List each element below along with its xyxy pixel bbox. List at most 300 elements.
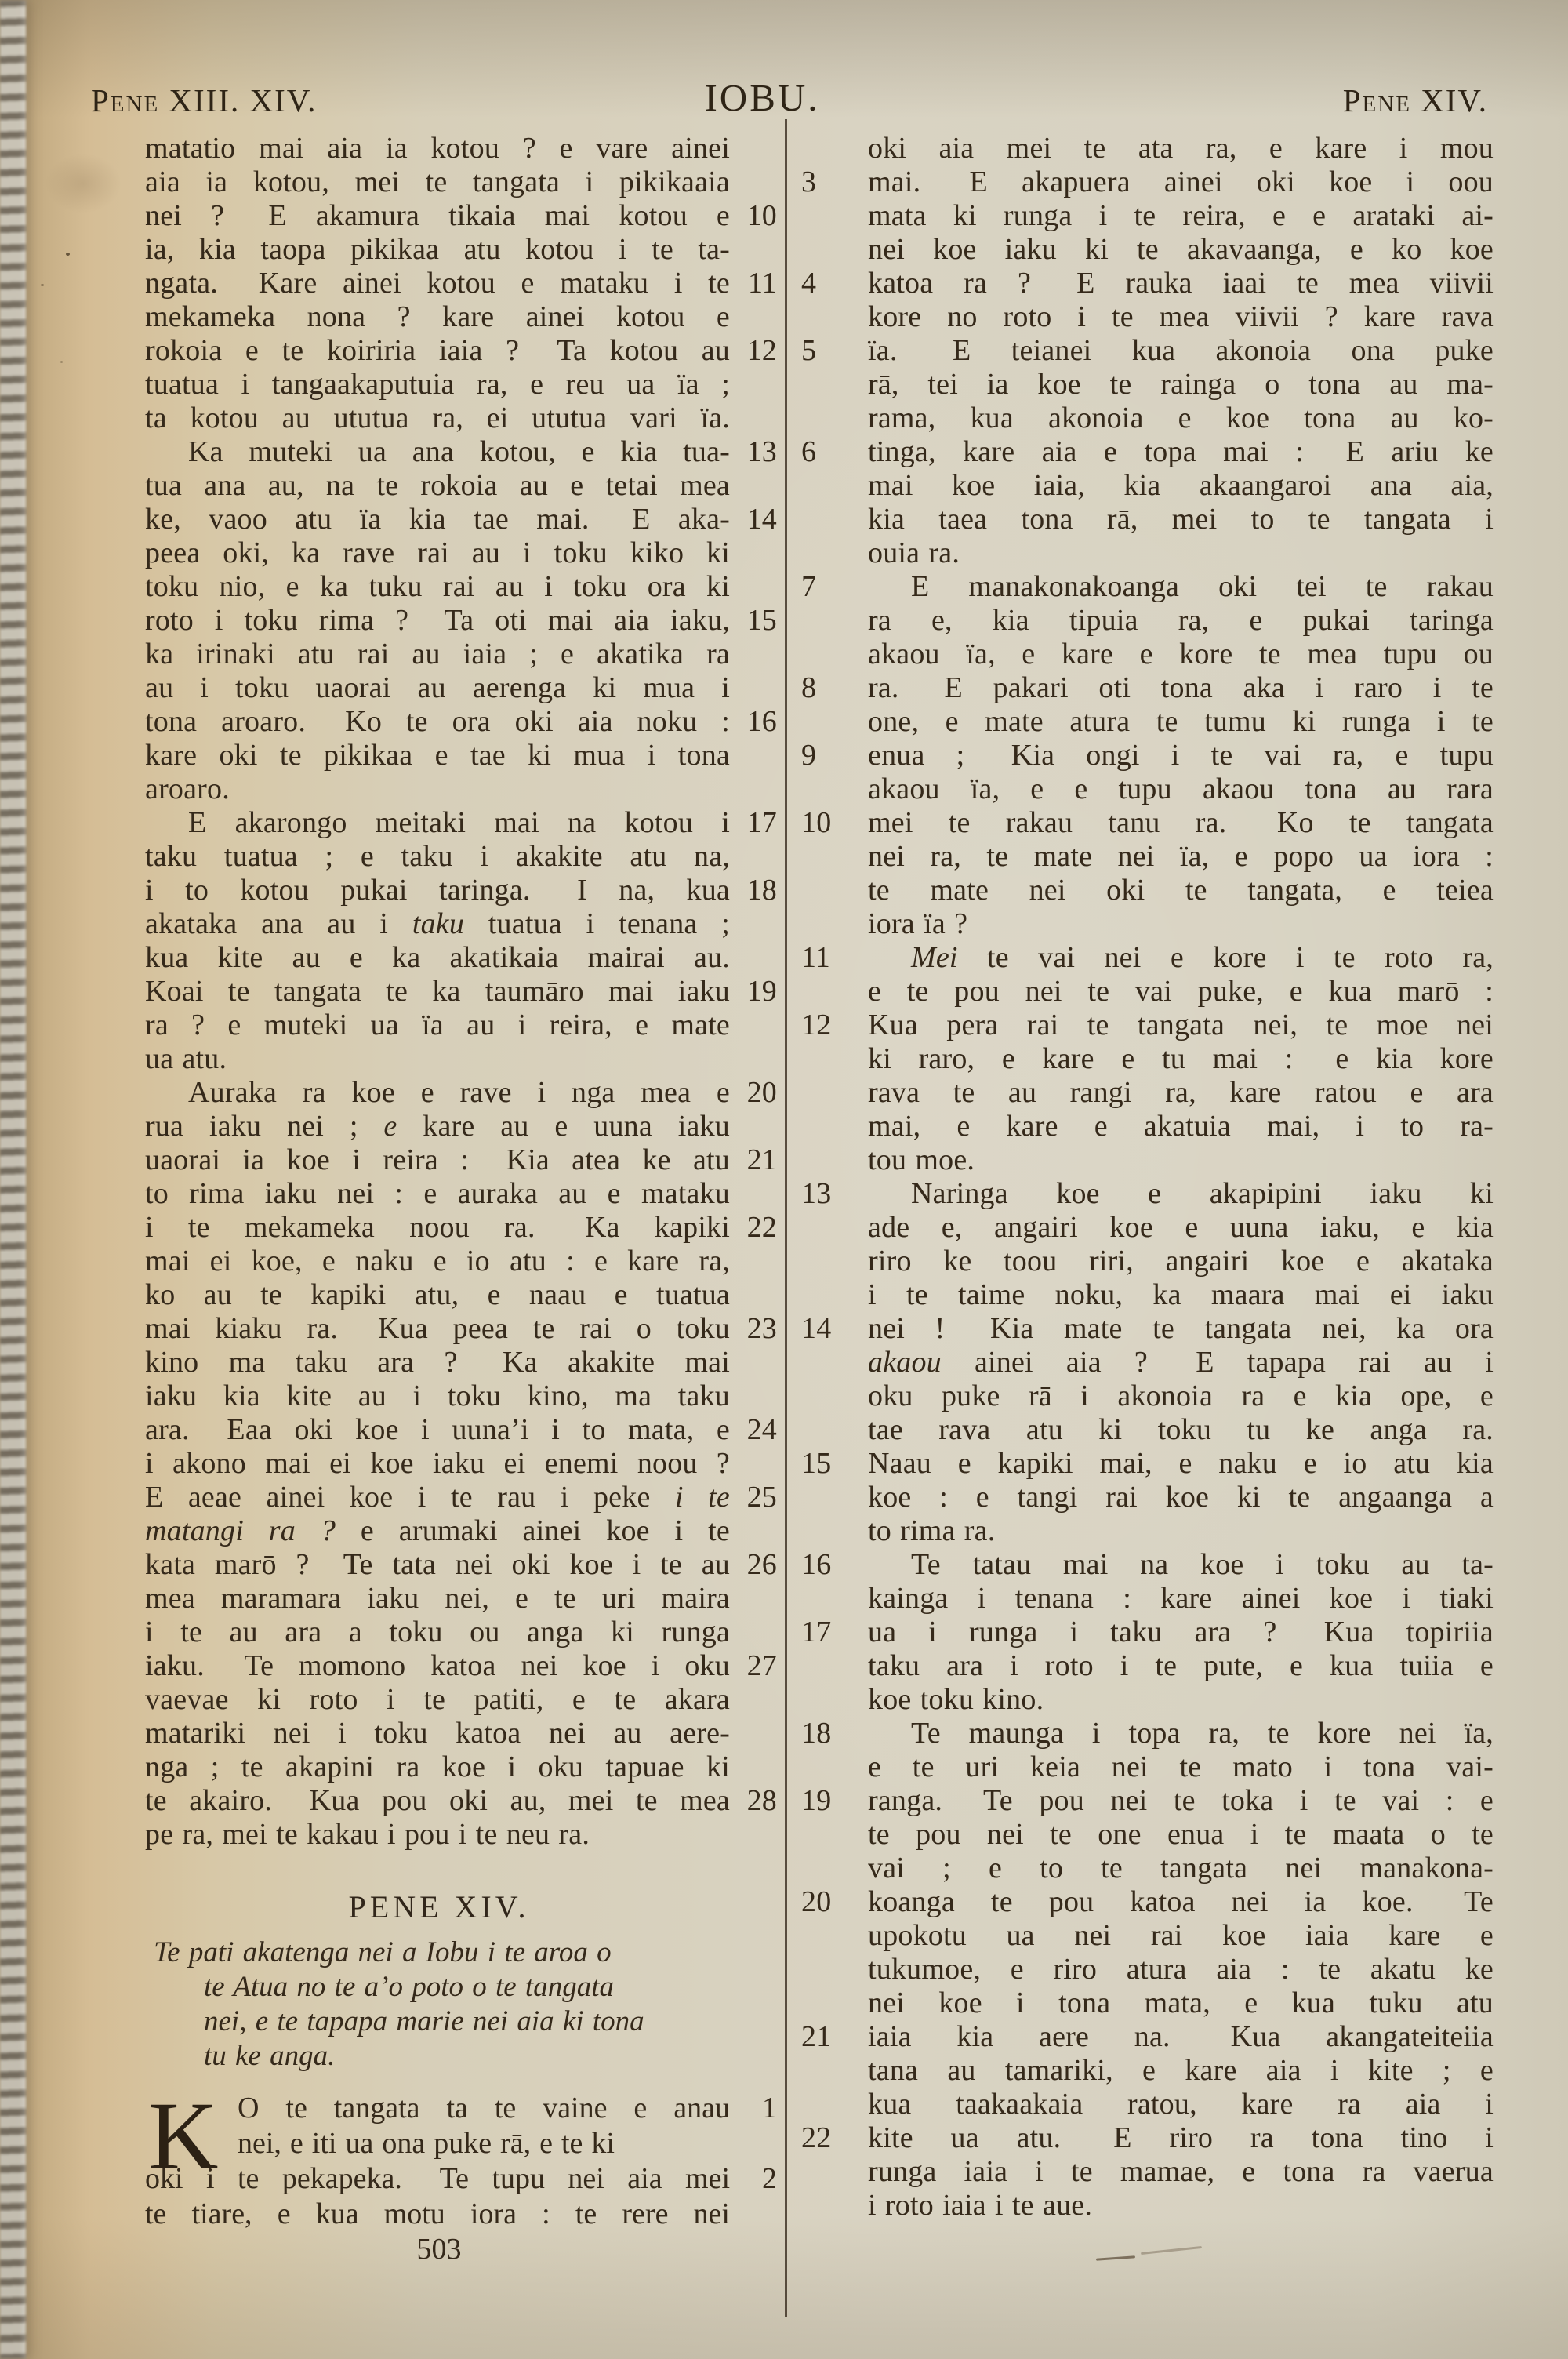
text-line [145,874,780,907]
verse-number: 2 [762,2162,777,2195]
verse-number [730,132,780,165]
text-line [145,199,780,233]
verse-text: i roto iaia i te aue. [868,2189,1093,2222]
text-line [145,907,780,941]
text-line [800,1548,1494,1582]
text-line [145,165,780,199]
verse-text: kare oki te pikikaa e tae ki mua i tona [145,739,730,772]
verse-text: mea maramara iaku nei, e te uri maira [145,1582,730,1615]
verse-text: e te uri keia nei te mato i tona vai- [868,1750,1494,1783]
verse-text: koe toku kino. [868,1683,1044,1716]
verse-text: aia ia kotou, mei te tangata i pikikaaia [145,165,730,198]
verse-number [800,604,868,638]
verse-number [730,536,780,570]
right-column [800,132,1494,2223]
verse-text: rā, tei ia koe te rainga o tona au ma- [868,368,1494,401]
verse-text: ka irinaki atu rai au iaia ; e akatika ra [145,638,730,671]
verse-number [730,941,780,975]
text-line [145,1683,780,1717]
text-line [800,1346,1494,1379]
verse-text: ta kotou au ututua ra, ei ututua vari ïa. [145,402,730,434]
text-line [800,1211,1494,1245]
text-line [145,300,780,334]
verse-number [800,2088,868,2121]
verse-text: vai ; e to te tangata nei manakona- [868,1852,1494,1885]
verse-number [800,1683,868,1717]
verse-number: 13 [801,1177,832,1210]
verse-number [800,199,868,233]
verse-text: Naau e kapiki mai, e naku e io atu kia [868,1447,1494,1480]
verse-number: 17 [746,806,777,839]
verse-number: 19 [746,975,777,1008]
verse-text: ngata. Kare ainei kotou e mataku i te [145,267,730,300]
verse-number [730,1447,780,1481]
text-line [800,1683,1494,1717]
verse-text: Auraka ra koe e rave i nga mea e [188,1076,730,1109]
ink-speck [66,253,70,256]
verse-number [800,1481,868,1514]
verse-number: 16 [801,1548,832,1581]
verse-text: katoa ra ? E rauka iaai te mea viivii [868,267,1494,300]
verse-text: tana au tamariki, e kare aia i kite ; e [868,2054,1494,2087]
verse-number [800,1919,868,1953]
verse-text: one, e mate atura te tumu ki runga i te [868,705,1494,738]
verse-number [800,1076,868,1110]
text-line [145,705,780,739]
verse-text: akaou ïa, e kare e kore te mea tupu ou [868,638,1494,671]
verse-number [730,1582,780,1616]
verse-text: peea oki, ka rave rai au i toku kiko ki [145,536,730,569]
text-line [800,165,1494,199]
text-line [145,1143,780,1177]
verse-text: taku ara i roto i te pute, e kua tuiia e [868,1649,1494,1682]
drop-cap-letter: K [148,2082,219,2190]
verse-number [730,300,780,334]
verse-number [800,503,868,536]
paper-smudge [45,154,121,213]
verse-number [730,772,780,806]
verse-number: 3 [801,165,817,198]
text-line [145,536,780,570]
text-line [800,604,1494,638]
text-line [145,1245,780,1278]
verse-number [800,1042,868,1076]
text-line [800,772,1494,806]
verse-number: 15 [746,604,777,637]
verse-text: kite ua atu. E riro ra tona tino i [868,2121,1494,2154]
text-line [145,368,780,402]
text-line [800,1413,1494,1447]
verse-text: ia, kia taopa pikikaa atu kotou i te ta- [145,233,730,266]
running-head-left: Pene XIII. XIV. [91,82,318,118]
verse-text: matariki nei i toku katoa nei au aere- [145,1717,730,1750]
text-line [800,1312,1494,1346]
text-line [800,671,1494,705]
verse-number [730,1042,780,1076]
verse-text: i akono mai ei koe iaku ei enemi noou ? [145,1447,730,1480]
verse-number [800,300,868,334]
verse-number [800,1582,868,1616]
verse-text: rua iaku nei ; e kare au e uuna iaku [145,1110,730,1143]
text-line [800,267,1494,300]
verse-text: iora ïa ? [868,907,968,940]
text-line [800,705,1494,739]
verse-text: koe : e tangi rai koe ki te angaanga a [868,1481,1494,1514]
verse-number [730,1346,780,1379]
text-line [800,1582,1494,1616]
text-line [800,975,1494,1009]
verse-number: 19 [801,1784,832,1817]
text-line [145,267,780,300]
text-line [800,1042,1494,1076]
verse-text: ua atu. [145,1042,227,1075]
text-line [800,570,1494,604]
ink-speck [41,284,44,286]
verse-text: matangi ra ? e arumaki ainei koe i te [145,1514,730,1547]
text-line [800,1245,1494,1278]
text-line [145,334,780,368]
text-line [145,2126,780,2161]
verse-number [800,1750,868,1784]
text-line [800,132,1494,165]
verse-text: kainga i tenana : kare ainei koe i tiaki [868,1582,1494,1615]
verse-text: nei ? E akamura tikaia mai kotou e [145,199,730,232]
verse-number [730,1379,780,1413]
verse-text: i te taime noku, ka maara mai ei iaku [868,1278,1494,1311]
verse-number: 10 [801,806,832,839]
verse-text: runga iaia i te mamae, e tona ra vaerua [868,2155,1494,2188]
verse-text: mai. E akapuera ainei oki koe i oou [868,165,1494,198]
verse-number [730,638,780,671]
text-line [800,1750,1494,1784]
verse-text: E aeae ainei koe i te rau i peke i te [145,1481,730,1514]
verse-number [730,1616,780,1649]
text-line [800,435,1494,469]
verse-number: 6 [801,435,817,468]
text-line [800,739,1494,772]
verse-text: ki raro, e kare e tu mai : e kia kore [868,1042,1494,1075]
text-line [145,469,780,503]
verse-number [730,671,780,705]
verse-number: 8 [801,671,817,704]
verse-text: matatio mai aia ia kotou ? e vare ainei [145,132,730,165]
text-line [145,132,780,165]
text-line [800,1953,1494,1986]
verse-number [730,469,780,503]
text-line [800,2054,1494,2088]
verse-number: 11 [748,267,777,300]
text-line [145,1447,780,1481]
chapter-heading: PENE XIV. [348,1889,530,1925]
verse-text: kore no roto i te mea viivii ? kare rava [868,300,1494,333]
verse-number [730,1717,780,1750]
verse-number [730,233,780,267]
text-line [145,1481,780,1514]
verse-number: 20 [801,1885,832,1918]
verse-text: taku tuatua ; e taku i akakite atu na, [145,840,730,873]
text-line [800,469,1494,503]
verse-text: nei koe i tona mata, e kua tuku atu [868,1986,1494,2019]
verse-number [800,840,868,874]
facing-page-edge [0,0,26,2359]
verse-number [800,469,868,503]
verse-text: mai kiaku ra. Kua peea te rai o toku [145,1312,730,1345]
verse-number [800,1514,868,1548]
verse-text: i te au ara a toku ou anga ki runga [145,1616,730,1648]
verse-text: mekameka nona ? kare ainei kotou e [145,300,730,333]
verse-number: 21 [746,1143,777,1176]
verse-number [730,1818,780,1852]
text-line [800,300,1494,334]
text-line [145,975,780,1009]
text-line [145,2161,780,2197]
verse-text: E manakonakoanga oki tei te rakau [911,570,1494,603]
text-line [145,1649,780,1683]
text-line [800,1076,1494,1110]
verse-text: rava te au rangi ra, kare ratou e ara [868,1076,1494,1109]
verse-text: ara. Eaa oki koe i uuna’i i to mata, e [145,1413,730,1446]
verse-text: to rima iaku nei : e auraka au e mataku [145,1177,730,1210]
verse-text: iaku. Te momono katoa nei koe i oku [145,1649,730,1682]
text-line [800,874,1494,907]
text-line [145,772,780,806]
text-line [800,1514,1494,1548]
verse-text: aroaro. [145,772,230,805]
chapter-summary [154,1936,750,2074]
verse-text: O te tangata ta te vaine e anau [238,2092,730,2125]
text-line [800,1481,1494,1514]
verse-number [730,368,780,402]
verse-text: ra e, kia tipuia ra, e pukai taringa [868,604,1494,637]
verse-number [730,2126,780,2161]
verse-text: Kua pera rai te tangata nei, te moe nei [868,1009,1494,1041]
text-line [800,1143,1494,1177]
text-line [800,1278,1494,1312]
text-line [800,1986,1494,2020]
verse-number [800,705,868,739]
verse-text: roto i toku rima ? Ta oti mai aia iaku, [145,604,730,637]
verse-number [800,1110,868,1143]
verse-text: ranga. Te pou nei te toka i te vai : e [868,1784,1494,1817]
verse-text: tinga, kare aia e topa mai : E ariu ke [868,435,1494,468]
verse-number [800,1211,868,1245]
text-line [800,1784,1494,1818]
verse-number [730,1683,780,1717]
verse-text: mata ki runga i te reira, e e arataki ai- [868,199,1494,232]
verse-number [800,638,868,671]
verse-text: mai, e kare e akatuia mai, i to ra- [868,1110,1494,1143]
verse-number: 17 [801,1616,832,1648]
text-line [145,1278,780,1312]
verse-number [800,536,868,570]
verse-number: 7 [801,570,817,603]
verse-number: 14 [746,503,777,536]
verse-number: 22 [801,2121,832,2154]
page-number: 503 [416,2233,462,2266]
verse-number: 10 [746,199,777,232]
verse-text: upokotu ua nei rai koe iaia kare e [868,1919,1494,1952]
verse-number [800,1852,868,1885]
verse-number: 9 [801,739,817,772]
verse-text: kata marō ? Te tata nei oki koe i te au [145,1548,730,1581]
verse-number [800,772,868,806]
verse-number: 13 [746,435,777,468]
text-line [145,1379,780,1413]
verse-number [730,739,780,772]
text-line [800,1852,1494,1885]
text-line [145,1042,780,1076]
verse-text: tou moe. [868,1143,975,1176]
verse-text: kino ma taku ara ? Ka akakite mai [145,1346,730,1379]
verse-text: Koai te tangata te ka taumāro mai iaku [145,975,730,1008]
text-line [145,1346,780,1379]
verse-text: ua i runga i taku ara ? Kua topiriia [868,1616,1494,1648]
verse-text: riro ke toou riri, angairi koe e akataka [868,1245,1494,1278]
text-line [800,907,1494,941]
text-line [800,402,1494,435]
verse-number: 22 [746,1211,777,1244]
text-line [800,1447,1494,1481]
verse-number: 24 [746,1413,777,1446]
text-line [800,233,1494,267]
text-line [800,334,1494,368]
text-line [800,638,1494,671]
verse-text: te akairo. Kua pou oki au, mei te mea [145,1784,730,1817]
verse-text: nei ra, te mate nei ïa, e popo ua iora : [868,840,1494,873]
verse-number [800,907,868,941]
verse-number [800,1143,868,1177]
text-line [800,1919,1494,1953]
text-line [145,1582,780,1616]
verse-text: au i toku uaorai au aerenga ki mua i [145,671,730,704]
verse-text: enua ; Kia ongi i te vai ra, e tupu [868,739,1494,772]
verse-number [800,368,868,402]
verse-text: te tiare, e kua motu iora : te rere nei [145,2197,730,2230]
verse-text: mai ei koe, e naku e io atu : e kare ra, [145,1245,730,1278]
verse-text: mai koe iaia, kia akaangaroi ana aia, [868,469,1494,502]
text-line [800,1717,1494,1750]
verse-text: akataka ana au i taku tuatua i tenana ; [145,907,730,940]
text-line [800,503,1494,536]
verse-text: mei te rakau tanu ra. Ko te tangata [868,806,1494,839]
text-line [800,368,1494,402]
text-line [800,1177,1494,1211]
verse-text: kua taakaakaia ratou, kare ra aia i [868,2088,1494,2121]
text-line [800,1616,1494,1649]
verse-number [730,1177,780,1211]
text-line [145,604,780,638]
verse-text: tukumoe, e riro atura aia : te akatu ke [868,1953,1494,1986]
summary-line: tu ke anga. [204,2040,336,2072]
text-line [145,233,780,267]
text-line [800,1009,1494,1042]
verse-text: akaou ïa, e e tupu akaou tona au rara [868,772,1494,805]
verse-number [800,2189,868,2223]
text-line [800,2088,1494,2121]
verse-text: nei ! Kia mate te tangata nei, ka ora [868,1312,1494,1345]
verse-text: Mei te vai nei e kore i te roto ra, [911,941,1494,974]
text-line [145,435,780,469]
text-line [145,1177,780,1211]
text-line [145,1110,780,1143]
verse-number [800,1649,868,1683]
verse-text: ra ? e muteki ua ïa au i reira, e mate [145,1009,730,1041]
text-line [800,1885,1494,1919]
text-line [145,638,780,671]
running-head-title: IOBU. [704,76,820,119]
verse-number [800,1413,868,1447]
verse-number: 28 [746,1784,777,1817]
verse-text: te pou nei te one enua i te maata o te [868,1818,1494,1851]
text-line [145,1009,780,1042]
verse-number: 15 [801,1447,832,1480]
left-column [145,132,780,1852]
verse-number: 5 [801,334,817,367]
text-line [145,503,780,536]
verse-number [800,1379,868,1413]
verse-text: Naringa koe e akapipini iaku ki [911,1177,1494,1210]
verse-text: Te maunga i topa ra, te kore nei ïa, [911,1717,1494,1750]
verse-text: akaou ainei aia ? E tapapa rai au i [868,1346,1494,1379]
column-divider-rule [785,119,787,2317]
verse-text: i to kotou pukai taringa. I na, kua [145,874,730,907]
verse-number [730,1110,780,1143]
text-line [145,1076,780,1110]
verse-number [800,1986,868,2020]
pencil-mark [1141,2246,1202,2255]
text-line [145,1717,780,1750]
verse-text: ko au te kapiki atu, e naau e tuatua [145,1278,730,1311]
verse-number [730,1245,780,1278]
verse-number: 12 [746,334,777,367]
verse-text: rama, kua akonoia e koe tona au ko- [868,402,1494,434]
text-line [145,1548,780,1582]
text-line [800,941,1494,975]
text-line [145,739,780,772]
verse-number [800,975,868,1009]
verse-text: ouia ra. [868,536,960,569]
verse-text: oki i te pekapeka. Te tupu nei aia mei [145,2162,730,2195]
text-line [145,1784,780,1818]
verse-number [800,874,868,907]
text-line [800,536,1494,570]
verse-number: 26 [746,1548,777,1581]
verse-number [730,570,780,604]
verse-text: tuatua i tangaakaputuia ra, e reu ua ïa ; [145,368,730,401]
verse-text: kia taea tona rā, mei to te tangata i [868,503,1494,536]
text-line [145,806,780,840]
verse-text: kua kite au e ka akatikaia mairai au. [145,941,730,974]
verse-text: toku nio, e ka tuku rai au i toku ora ki [145,570,730,603]
verse-text: oku puke rā i akonoia ra e kia ope, e [868,1379,1494,1412]
verse-number [800,1953,868,1986]
verse-text: koanga te pou katoa nei ia koe. Te [868,1885,1494,1918]
summary-line: te Atua no te a’o poto o te tangata [204,1971,614,2003]
verse-text: Ka muteki ua ana kotou, e kia tua- [188,435,730,468]
verse-number: 25 [746,1481,777,1514]
summary-line: Te pati akatenga nei a Iobu i te aroa o [154,1936,612,1968]
verse-text: nga ; te akapini ra koe i oku tapuae ki [145,1750,730,1783]
text-line [145,1818,780,1852]
verse-number [730,840,780,874]
verse-number: 20 [746,1076,777,1109]
text-line [145,1312,780,1346]
text-line [145,1616,780,1649]
text-line [145,1211,780,1245]
text-line [800,2121,1494,2155]
text-line [800,1818,1494,1852]
verse-number [730,402,780,435]
